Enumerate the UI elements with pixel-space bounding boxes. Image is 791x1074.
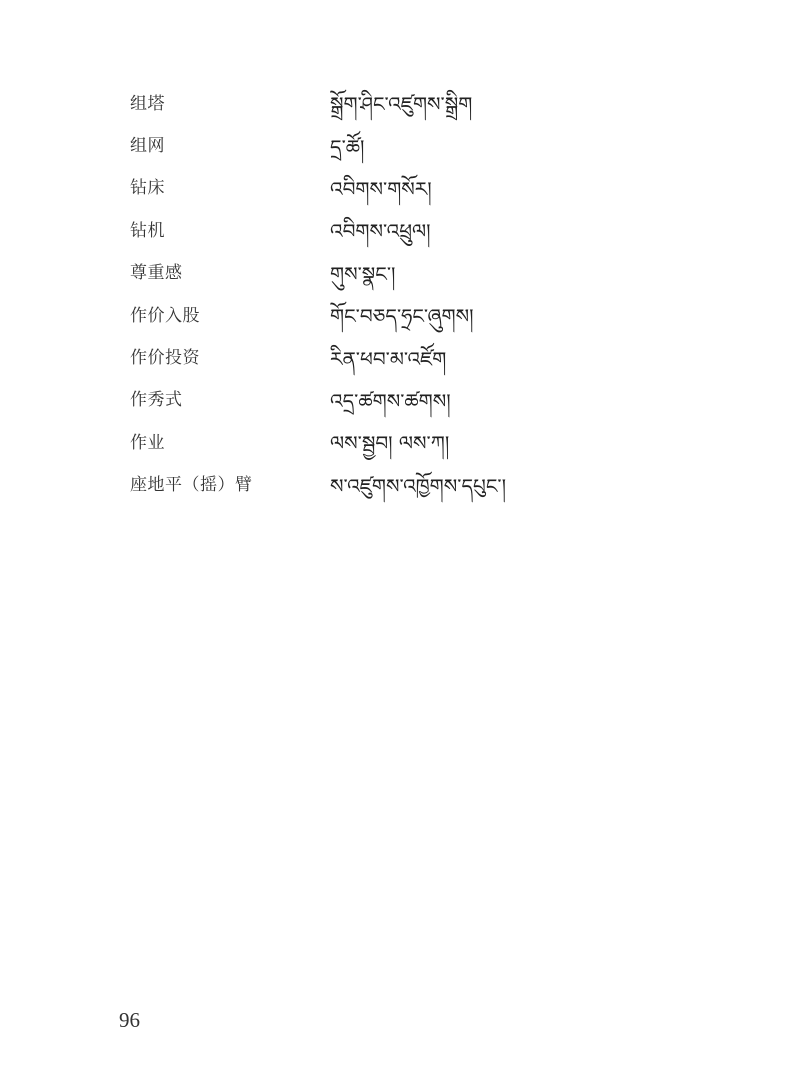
glossary-entry: [130, 422, 690, 464]
glossary-entry: [130, 253, 690, 295]
chinese-term: 组塔: [130, 93, 165, 114]
chinese-term: 座地平（摇）臂: [130, 475, 253, 496]
glossary-entry: [130, 210, 690, 252]
chinese-term: 钻机: [130, 220, 165, 241]
tibetan-term: ལས་སྦྱབ། ལས་ཀ།: [330, 431, 450, 456]
chinese-term: 尊重感: [130, 263, 183, 284]
glossary-entry: [130, 125, 690, 167]
chinese-term: 组网: [130, 136, 165, 157]
chinese-term: 钻床: [130, 178, 165, 199]
glossary-entry: [130, 295, 690, 337]
tibetan-term: འདྲ་ཚགས་ཚགས།: [330, 388, 451, 413]
glossary-list: [130, 83, 690, 507]
chinese-term: 作业: [130, 432, 165, 453]
glossary-entry: [130, 380, 690, 422]
page-number: 96: [119, 1008, 140, 1032]
chinese-term: 作秀式: [130, 390, 183, 411]
tibetan-term: འབིགས་གསོར།: [330, 176, 432, 201]
tibetan-term: སྒྲོག་ཤིང་འཛུགས་སྒྲིག: [330, 92, 473, 117]
glossary-entry: [130, 83, 690, 125]
tibetan-term: ས་འཛུགས་འཁྱོགས་དཔུང་།: [330, 473, 507, 498]
tibetan-term: དྲ་ཚོ།: [330, 134, 365, 159]
tibetan-term: གུས་སྣང་།: [330, 261, 396, 286]
tibetan-term: གོང་བཅད་ཧྲང་ཞུགས།: [330, 304, 474, 329]
chinese-term: 作价入股: [130, 305, 200, 326]
tibetan-term: རིན་ཕབ་མ་འཛོག: [330, 346, 447, 371]
glossary-entry: [130, 168, 690, 210]
chinese-term: 作价投资: [130, 348, 200, 369]
glossary-entry: [130, 337, 690, 379]
tibetan-term: འབིགས་འཕྲུལ།: [330, 219, 431, 244]
glossary-entry: [130, 465, 690, 507]
